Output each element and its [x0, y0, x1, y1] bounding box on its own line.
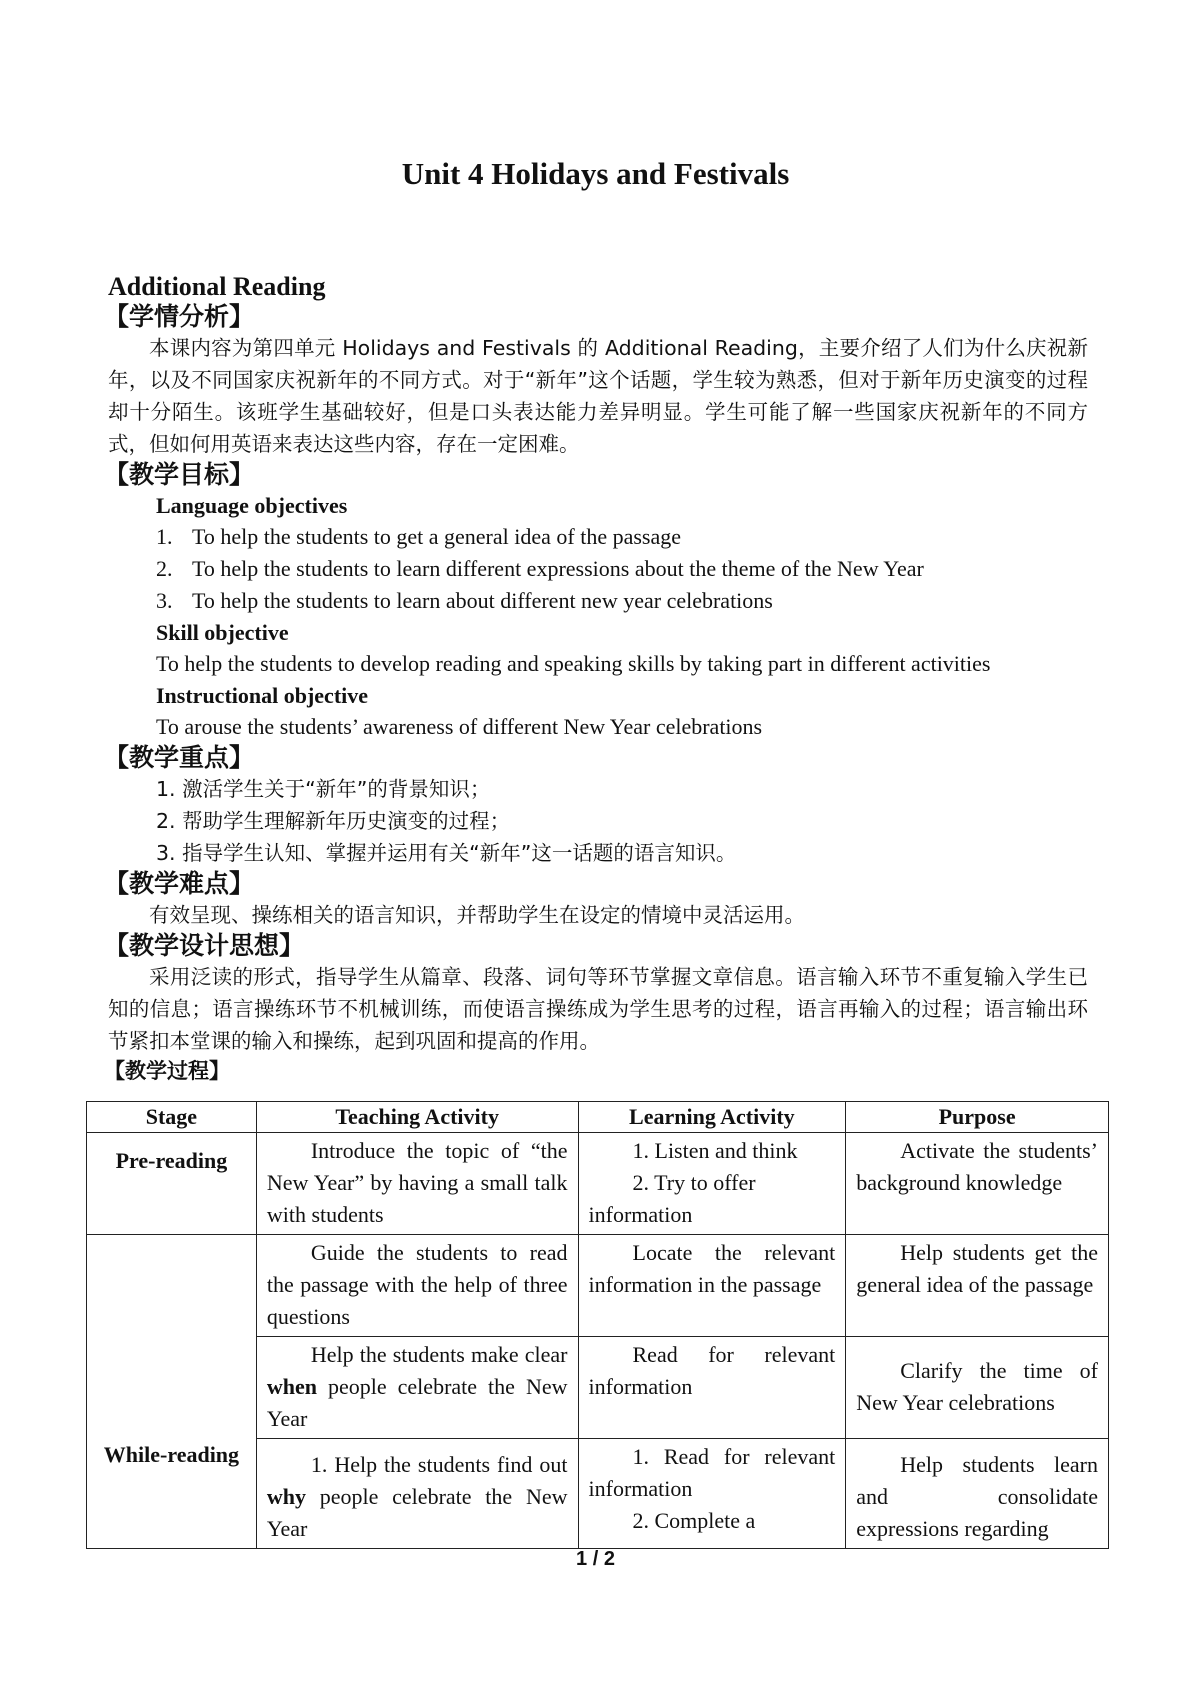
instructional-objective-text: To arouse the students’ awareness of different New Year celebrations [156, 714, 763, 739]
purpose-cell: Help students get the general idea of the passage [846, 1235, 1109, 1337]
teaching-activity-cell: 1. Help the students find out why people celebrate the New Year [256, 1439, 578, 1549]
key-point-item: 3. 指导学生认知、掌握并运用有关“新年”这一话题的语言知识。 [156, 841, 737, 865]
instructional-objective-title: Instructional objective [156, 683, 369, 708]
purpose-cell: Help students learn and consolidate expressions regarding [846, 1439, 1109, 1549]
language-objectives-title: Language objectives [156, 493, 348, 518]
learning-activity-cell: 1. Listen and think 2. Try to offer information [578, 1133, 846, 1235]
skill-objective-title: Skill objective [156, 620, 289, 645]
header-teaching-activity: Teaching Activity [256, 1102, 578, 1133]
stage-pre-reading: Pre-reading [87, 1133, 257, 1235]
header-purpose: Purpose [846, 1102, 1109, 1133]
header-stage: Stage [87, 1102, 257, 1133]
difficulties-paragraph: 有效呈现、操练相关的语言知识，并帮助学生在设定的情境中灵活运用。 [149, 903, 805, 927]
teaching-activity-cell: Guide the students to read the passage with the help of three questions [256, 1235, 578, 1337]
header-learning-activity: Learning Activity [578, 1102, 846, 1133]
table-header-row [87, 1102, 1109, 1133]
teaching-activity-cell: Help the students make clear when people celebrate the New Year [256, 1337, 578, 1439]
purpose-cell: Activate the students’ background knowledge [846, 1133, 1109, 1235]
analysis-paragraph: 本课内容为第四单元 Holidays and Festivals 的 Additional Reading，主要介绍了人们为什么庆祝新年，以及不同国家庆祝新年的不同方式。对于“新年”这个话题，学生较为熟悉，但对于新年历史演变的过程却十分陌生。该班学生基础较好，但是口头表达能力差异明显。学生可能了解一些国家庆祝新年的不同方式，但如何用英语来表达这些内容，存在一定困难。 [108, 336, 1088, 456]
key-point-item: 2. 帮助学生理解新年历史演变的过程； [156, 809, 511, 833]
document-body [104, 272, 1088, 1085]
purpose-cell: Clarify the time of New Year celebrations [846, 1337, 1109, 1439]
language-objective-item: 1. To help the students to get a general idea of the passage [156, 524, 682, 549]
language-objective-item: 2. To help the students to learn different expressions about the theme of the New Year [156, 556, 924, 581]
stage-while-reading: While-reading [87, 1235, 257, 1549]
learning-activity-cell: Read for relevant information [578, 1337, 846, 1439]
table-row [87, 1133, 1109, 1235]
skill-objective-text: To help the students to develop reading and speaking skills by taking part in different activities [156, 651, 991, 676]
section-subtitle: Additional Reading [108, 272, 326, 301]
key-points-list [108, 773, 1088, 869]
learning-activity-cell: 1. Read for relevant information 2. Complete a [578, 1439, 846, 1549]
learning-activity-cell: Locate the relevant information in the passage [578, 1235, 846, 1337]
teaching-process-table [86, 1101, 1109, 1549]
heading-design: 【教学设计思想】 [104, 931, 305, 960]
objectives-block [108, 490, 1088, 743]
heading-difficulties: 【教学难点】 [104, 869, 255, 898]
heading-analysis: 【学情分析】 [104, 302, 255, 331]
teaching-activity-cell: Introduce the topic of “the New Year” by having a small talk with students [256, 1133, 578, 1235]
heading-objectives: 【教学目标】 [104, 460, 255, 489]
key-point-item: 1. 激活学生关于“新年”的背景知识； [156, 777, 491, 801]
page-number: 1 / 2 [576, 1548, 615, 1570]
table-row [87, 1235, 1109, 1337]
heading-process: 【教学过程】 [104, 1059, 230, 1083]
language-objective-item: 3. To help the students to learn about different new year celebrations [156, 588, 773, 613]
heading-key-points: 【教学重点】 [104, 743, 255, 772]
design-paragraph: 采用泛读的形式，指导学生从篇章、段落、词句等环节掌握文章信息。语言输入环节不重复输入学生已知的信息；语言操练环节不机械训练，而使语言操练成为学生思考的过程，语言再输入的过程；语言输出环节紧扣本堂课的输入和操练，起到巩固和提高的作用。 [108, 965, 1088, 1053]
document-title: Unit 4 Holidays and Festivals [401, 156, 790, 191]
